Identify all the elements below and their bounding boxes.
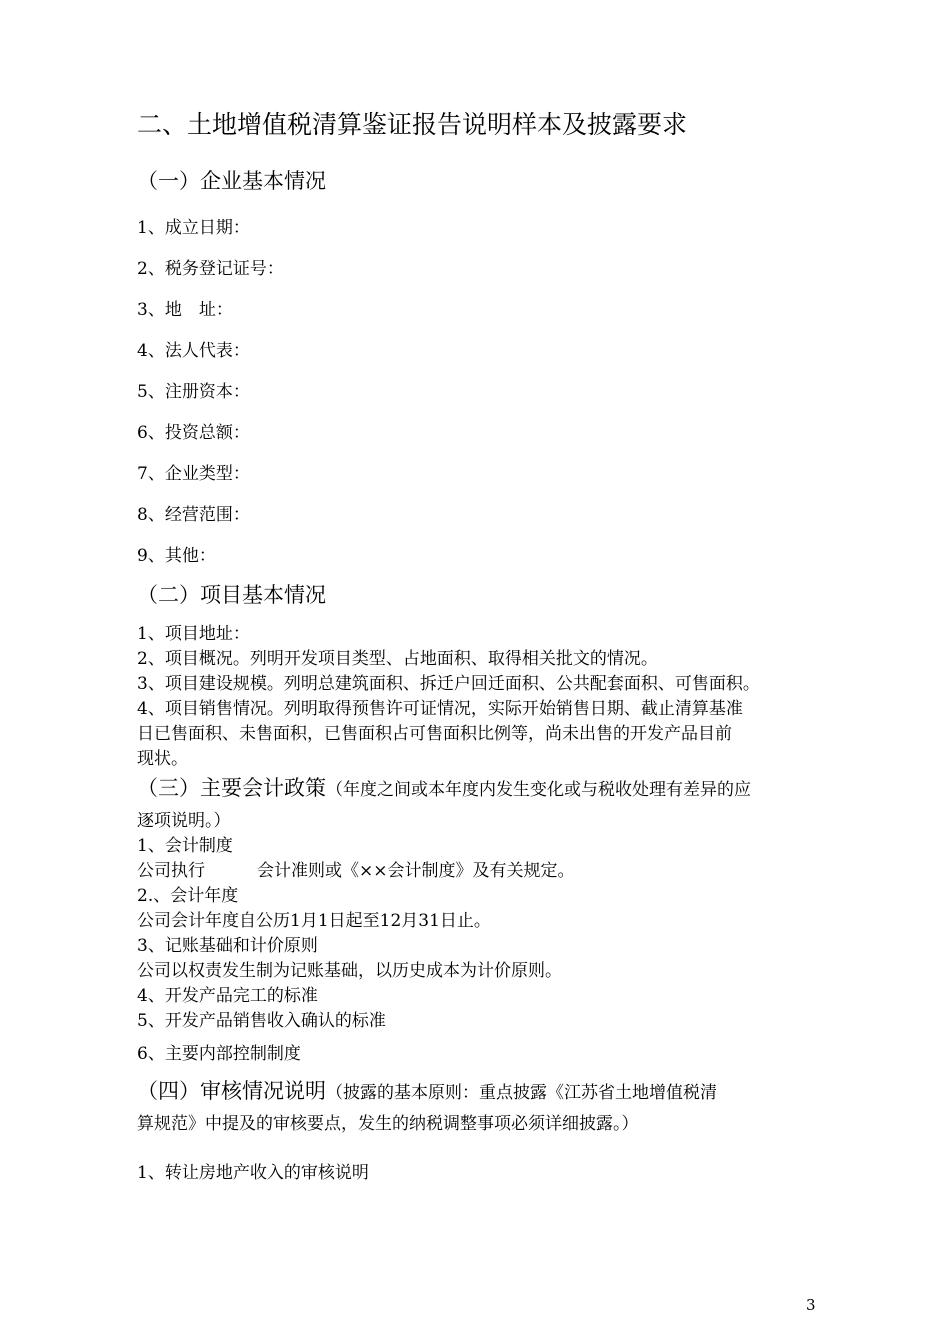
section2-item: 1、项目地址：	[137, 624, 250, 644]
section3-line-part: 会计准则或《××会计制度》及有关规定。	[257, 861, 575, 881]
section1-item: 8、经营范围：	[137, 505, 250, 525]
section1-item: 7、企业类型：	[137, 464, 250, 484]
section4-heading: （四）审核情况说明	[137, 1079, 326, 1103]
section4-note: （披露的基本原则：重点披露《江苏省土地增值税清	[326, 1083, 717, 1103]
document-title: 二、土地增值税清算鉴证报告说明样本及披露要求	[137, 110, 688, 139]
section3-heading-line	[137, 775, 751, 801]
section3-line-company	[137, 861, 575, 881]
section2-heading: （二）项目基本情况	[137, 583, 326, 607]
section3-note: （年度之间或本年度内发生变化或与税收处理有差异的应	[326, 780, 751, 800]
section3-line: 1、会计制度	[137, 836, 233, 856]
section1-item: 5、注册资本：	[137, 382, 250, 402]
section3-line: 公司会计年度自公历1月1日起至12月31日止。	[137, 911, 491, 931]
section2-item: 2、项目概况。列明开发项目类型、占地面积、取得相关批文的情况。	[137, 649, 658, 669]
section1-item: 4、法人代表：	[137, 341, 250, 361]
page-number: 3	[806, 1296, 816, 1314]
section2-item: 日已售面积、未售面积，已售面积占可售面积比例等，尚未出售的开发产品目前	[137, 724, 732, 744]
section2-item: 4、项目销售情况。列明取得预售许可证情况，实际开始销售日期、截止清算基准	[137, 699, 743, 719]
section2-item: 3、项目建设规模。列明总建筑面积、拆迁户回迁面积、公共配套面积、可售面积。	[137, 674, 760, 694]
section3-line: 2.、会计年度	[137, 886, 239, 906]
section1-item: 3、地 址：	[137, 300, 233, 320]
section4-line: 1、转让房地产收入的审核说明	[137, 1163, 369, 1183]
section3-line: 公司以权责发生制为记账基础，以历史成本为计价原则。	[137, 961, 562, 981]
section3-line-part: 公司执行	[137, 861, 205, 881]
section3-line: 4、开发产品完工的标准	[137, 986, 318, 1006]
section1-heading: （一）企业基本情况	[137, 169, 326, 193]
section3-line: 5、开发产品销售收入确认的标准	[137, 1011, 386, 1031]
section4-note-cont: 算规范》中提及的审核要点，发生的纳税调整事项必须详细披露。）	[137, 1114, 639, 1134]
section3-line: 3、记账基础和计价原则	[137, 936, 318, 956]
section3-note-cont: 逐项说明。）	[137, 811, 231, 831]
section4-heading-line	[137, 1078, 717, 1104]
section1-item: 6、投资总额：	[137, 423, 250, 443]
section1-item: 1、成立日期：	[137, 218, 250, 238]
section3-line: 6、主要内部控制制度	[137, 1044, 301, 1064]
section2-item: 现状。	[137, 749, 188, 769]
section3-heading: （三）主要会计政策	[137, 776, 326, 800]
section1-item: 2、税务登记证号：	[137, 259, 284, 279]
section1-item: 9、其他：	[137, 546, 216, 566]
